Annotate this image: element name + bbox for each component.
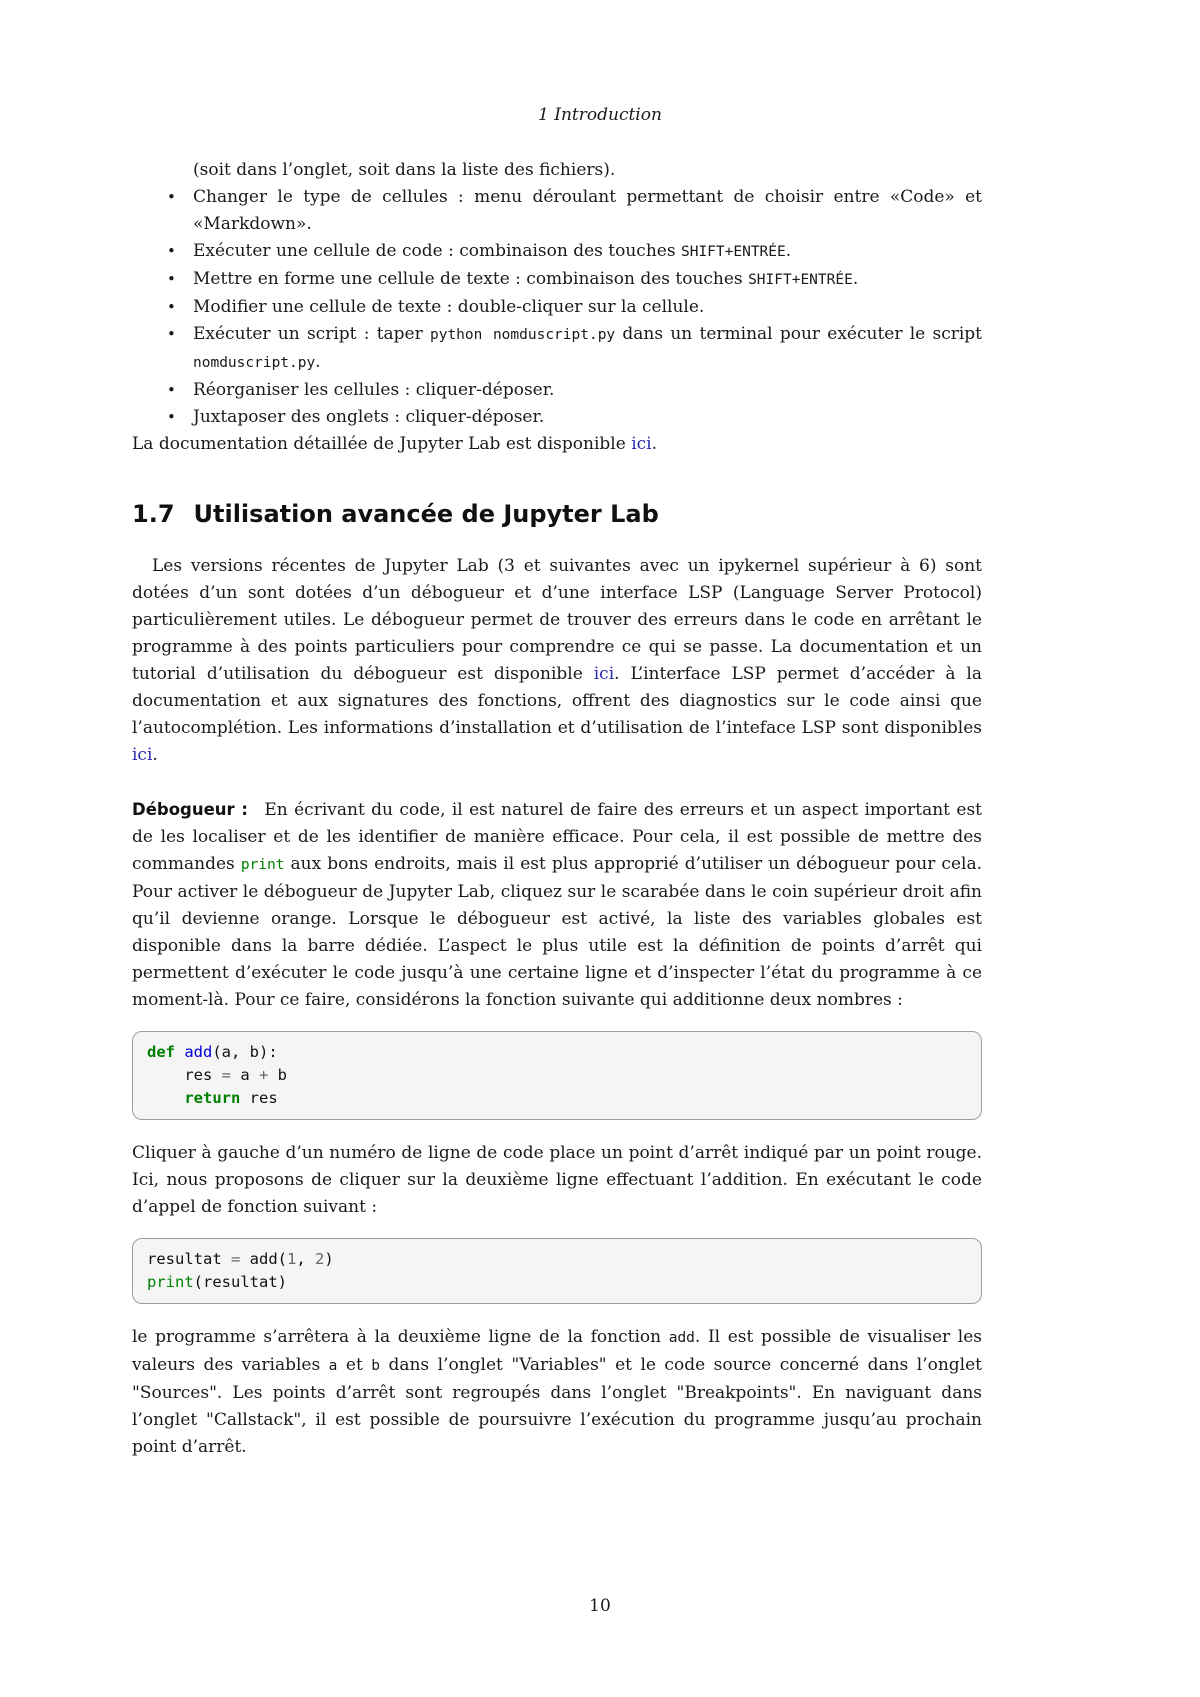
- list-item: [167, 377, 982, 404]
- list-item: [167, 266, 982, 294]
- paragraph-final: [132, 1324, 982, 1461]
- paragraph-breakpoint: [132, 1140, 982, 1221]
- list-item-text: [193, 380, 554, 400]
- section-number: 1.7: [132, 500, 175, 528]
- text-segment: .: [785, 241, 792, 261]
- text-segment: print: [240, 857, 285, 873]
- text-segment: a: [328, 1358, 338, 1374]
- text-segment: le programme s’arrêtera à la deuxième ligne de la fonction: [132, 1327, 669, 1347]
- list-item: [167, 238, 982, 266]
- bullet-icon: •: [167, 298, 176, 316]
- bullet-icon: •: [167, 381, 176, 399]
- list-item-text: [193, 241, 791, 261]
- text-segment: return: [184, 1089, 241, 1107]
- text-segment: b: [268, 1066, 288, 1084]
- code-line: [147, 1064, 967, 1087]
- text-segment: SHIFT+ENTRÉE: [748, 272, 853, 288]
- text-segment: . Il est possible de visualiser les valeurs des variables: [132, 1327, 982, 1375]
- text-segment: res: [240, 1089, 278, 1107]
- text-segment: Exécuter une cellule de code : combinaison des touches: [193, 241, 681, 261]
- text-segment: aux bons endroits, mais il est plus approprié d’utiliser un débogueur pour cela. Pour activer le débogueur de Jupyter Lab, cliquez sur le scarabée dans le coin supérieur droit afin qu’il devienne orange. Lorsque le débogueur est activé, la liste des variables globales est disponible dans la barre dédiée. L’aspect le plus utile est la définition de points d’arrêt qui permettent d’exécuter le code jusqu’à une certaine ligne et d’inspecter l’état du programme à ce moment-là. Pour ce faire, considérons la fonction suivante qui additionne deux nombres :: [132, 854, 982, 1010]
- text-segment: (a, b):: [212, 1043, 278, 1061]
- text-segment: b: [371, 1358, 380, 1374]
- list-item: [167, 321, 982, 377]
- code-block-add-function: [132, 1031, 982, 1120]
- text-segment: [175, 1043, 184, 1061]
- text-segment: =: [221, 1066, 231, 1084]
- text-segment: add: [668, 1330, 695, 1346]
- text-segment: ,: [296, 1250, 316, 1268]
- text-segment: Changer le type de cellules : menu déroulant permettant de choisir entre «Code» et «Markdown».: [193, 187, 982, 234]
- bullet-icon: •: [167, 188, 176, 206]
- code-line: [147, 1041, 967, 1064]
- list-item-text: [193, 269, 858, 289]
- page-header: 1 Introduction: [538, 105, 662, 125]
- text-segment: print: [147, 1273, 194, 1291]
- text-segment: Débogueur :: [132, 800, 248, 819]
- link-ici[interactable]: ici: [631, 434, 652, 454]
- text-segment: .: [651, 434, 658, 454]
- list-item-text: [193, 187, 982, 234]
- text-segment: Modifier une cellule de texte : double-cliquer sur la cellule.: [193, 297, 705, 317]
- paragraph-advanced-usage: [132, 553, 982, 769]
- code-line: [147, 1271, 967, 1294]
- paragraph-debugger: [132, 796, 982, 1014]
- text-segment: python nomduscript.py: [429, 327, 616, 343]
- section-title: Utilisation avancée de Jupyter Lab: [193, 500, 659, 528]
- text-segment: +: [259, 1066, 269, 1084]
- text-segment: Exécuter un script : taper: [193, 324, 430, 344]
- text-segment: [147, 1089, 184, 1107]
- text-segment: Réorganiser les cellules : cliquer-déposer.: [193, 380, 555, 400]
- text-segment: =: [231, 1250, 241, 1268]
- text-segment: (soit dans l’onglet, soit dans la liste des fichiers).: [193, 160, 616, 180]
- text-segment: nomduscript.py: [193, 355, 316, 371]
- text-segment: add(: [240, 1250, 288, 1268]
- text-segment: a: [231, 1066, 259, 1084]
- link-ici[interactable]: ici: [132, 745, 153, 765]
- text-segment: dans un terminal pour exécuter le script: [615, 324, 982, 344]
- text-segment: add: [184, 1043, 213, 1061]
- text-segment: .: [152, 745, 158, 765]
- text-segment: En écrivant du code, il est naturel de faire des erreurs et un aspect important est de les localiser et de les identifier de manière efficace. Pour cela, il est possible de mettre des commandes: [132, 800, 983, 874]
- list-item-text: [193, 297, 704, 317]
- doc-link-line: [132, 431, 982, 458]
- list-item-text: [193, 324, 982, 372]
- text-segment: Mettre en forme une cellule de texte : combinaison des touches: [193, 269, 749, 289]
- text-segment: . L’interface LSP permet d’accéder à la documentation et aux signatures des fonctions, offrent des diagnostics sur le code ainsi que l’autocomplétion. Les informations d’installation et d’utilisation de l’inteface LSP sont disponibles: [132, 664, 982, 738]
- code-line: [147, 1248, 967, 1271]
- list-item: [167, 184, 982, 238]
- link-ici[interactable]: ici: [593, 664, 615, 684]
- section-heading: [132, 499, 982, 529]
- list-item-continuation: [193, 157, 982, 184]
- bullet-list: [132, 184, 982, 431]
- bullet-icon: •: [167, 270, 176, 288]
- list-item-text: [193, 407, 544, 427]
- text-segment: Cliquer à gauche d’un numéro de ligne de code place un point d’arrêt indiqué par un point rouge. Ici, nous proposons de cliquer sur la deuxième ligne effectuant l’addition. En exécutant le code d’appel de fonction suivant :: [132, 1143, 982, 1217]
- text-segment: ): [324, 1250, 334, 1268]
- text-segment: La documentation détaillée de Jupyter Lab est disponible: [132, 434, 632, 454]
- text-segment: et: [337, 1355, 372, 1375]
- text-segment: Juxtaposer des onglets : cliquer-déposer.: [193, 407, 545, 427]
- text-segment: dans l’onglet "Variables" et le code source concerné dans l’onglet "Sources". Les points d’arrêt sont regroupés dans l’onglet "Breakpoints". En naviguant dans l’onglet "Callstack", il est possible de poursuivre l’exécution du programme jusqu’au prochain point d’arrêt.: [132, 1355, 982, 1457]
- text-segment: 2: [315, 1250, 325, 1268]
- bullet-icon: •: [167, 408, 176, 426]
- bullet-icon: •: [167, 242, 176, 260]
- text-segment: Les versions récentes de Jupyter Lab (3 et suivantes avec un ipykernel supérieur à 6) sont dotées d’un sont dotées d’un débogueur et d’une interface LSP (Language Server Protocol) particulièrement utiles. Le débogueur permet de trouver des erreurs dans le code en arrêtant le programme à des points particuliers pour comprendre ce qui se passe. La documentation et un tutorial d’utilisation du débogueur est disponible: [132, 556, 982, 684]
- list-item: [167, 404, 982, 431]
- page-content: [132, 157, 982, 1461]
- text-segment: 1: [287, 1250, 297, 1268]
- text-segment: res: [147, 1066, 222, 1084]
- list-item: [167, 294, 982, 321]
- text-segment: resultat: [147, 1250, 231, 1268]
- text-segment: SHIFT+ENTRÉE: [680, 244, 786, 260]
- text-segment: def: [147, 1043, 175, 1061]
- text-segment: .: [852, 269, 859, 289]
- bullet-icon: •: [167, 325, 176, 343]
- code-block-call: [132, 1238, 982, 1304]
- page-number: 10: [589, 1596, 611, 1616]
- text-segment: (resultat): [193, 1273, 287, 1291]
- text-segment: .: [315, 352, 321, 372]
- code-line: [147, 1087, 967, 1110]
